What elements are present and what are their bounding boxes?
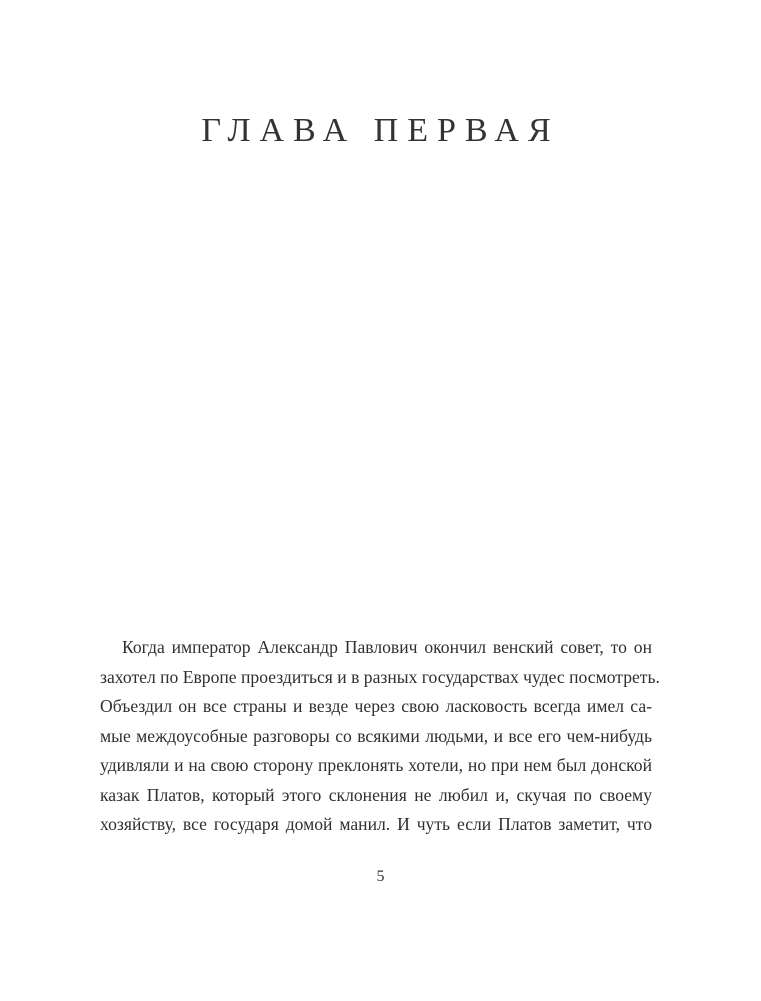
page-number: 5: [376, 868, 385, 885]
text-line: Когда император Александр Павлович окончил венский совет, то он: [122, 637, 652, 657]
text-line: Объездил он все страны и везде через свою ласковость всегда имел са-: [100, 696, 652, 716]
text-line: хозяйству, все государя домой манил. И чуть если Платов заметит, что: [100, 814, 652, 834]
text-line: захотел по Европе проездиться и в разных государствах чудес посмотреть.: [100, 666, 660, 687]
text-line: удивляли и на свою сторону преклонять хотели, но при нем был донской: [100, 755, 652, 775]
text-line: мые междоусобные разговоры со всякими людьми, и все его чем-нибудь: [100, 725, 652, 746]
body-paragraph: [100, 633, 660, 840]
text-line: казак Платов, который этого склонения не любил и, скучая по своему: [100, 784, 652, 805]
chapter-title: ГЛАВА ПЕРВАЯ: [201, 112, 560, 149]
